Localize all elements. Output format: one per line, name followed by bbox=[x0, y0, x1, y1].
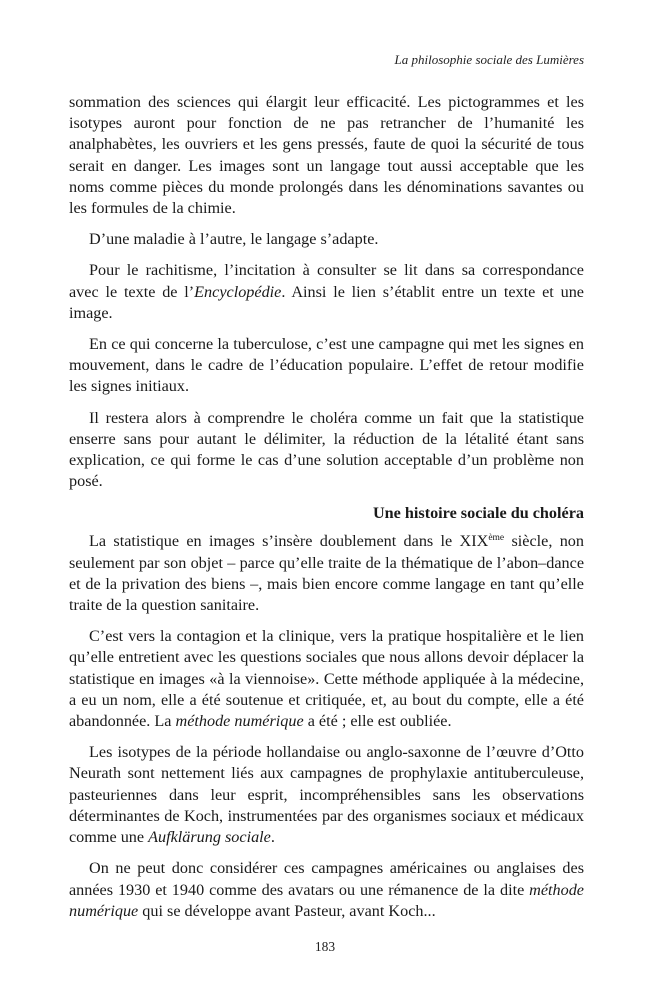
paragraph-7-text-b: a été ; elle est oubliée. bbox=[303, 712, 452, 731]
paragraph-6-text-b: siècle, non seulement par son objet – parce qu’elle traite de la thématique de l’abon–dance et de la privation des biens –, mais bien encore comme langage en tant qu’elle traite de la question sanitaire. bbox=[69, 532, 584, 615]
paragraph-6 bbox=[69, 531, 584, 616]
methode-numerique-italic: méthode numérique bbox=[175, 712, 304, 731]
page-body bbox=[69, 92, 584, 932]
aufklarung-italic: Aufklärung sociale bbox=[148, 828, 271, 847]
paragraph-7-text-a: C’est vers la contagion et la clinique, vers la pratique hospitalière et le lien qu’elle entretient avec les questions sociales que nous allons devoir déplacer la statistique en images «à la viennoise». Cette méthode appliquée à la médecine, a eu un nom, elle a été soutenue et critiquée, et, au bout du compte, elle a été abandonnée. La bbox=[69, 627, 584, 731]
paragraph-9-text-b: qui se développe avant Pasteur, avant Koch... bbox=[138, 901, 436, 920]
running-header: La philosophie sociale des Lumières bbox=[394, 52, 584, 67]
paragraph-5: Il restera alors à comprendre le choléra comme un fait que la statistique enserre sans pour autant le délimiter, la réduction de la létalité étant sans explication, ce qui forme le cas d’une solution acceptable d’un problème non posé. bbox=[69, 408, 584, 491]
paragraph-9-text-a: On ne peut donc considérer ces campagnes américaines ou anglaises des années 1930 et 1940 comme des avatars ou une rémanence de la dite bbox=[69, 859, 584, 899]
paragraph-1: sommation des sciences qui élargit leur efficacité. Les pictogrammes et les isotypes auront pour fonction de ne pas retrancher de l’humanité les analphabètes, les ouvriers et les gens pressés, faute de quoi la sécurité de tous serait en danger. Les images sont un langage tout aussi acceptable que les noms comme pièces du monde prolongés dans les dénominations savantes ou les formules de la chimie. bbox=[69, 93, 584, 218]
paragraph-8-text-a: Les isotypes de la période hollandaise ou anglo-saxonne de l’œuvre d’Otto Neurath sont nettement liés aux campagnes de prophylaxie antituberculeuse, pasteuriennes dans leur esprit, incompréhensibles sans les observations déterminantes de Koch, instrumentées par des organismes sociaux et médicaux comme une bbox=[69, 743, 584, 847]
methode-numerique-italic-2: méthode numérique bbox=[69, 880, 584, 920]
paragraph-9 bbox=[69, 858, 584, 922]
paragraph-4: En ce qui concerne la tuberculose, c’est une campagne qui met les signes en mouvement, dans le cadre de l’éducation populaire. L’effet de retour modifie les signes initiaux. bbox=[69, 335, 584, 396]
paragraph-3-text-a: Pour le rachitisme, l’incitation à consulter se lit dans sa correspondance avec le texte de l’ bbox=[69, 261, 584, 301]
paragraph-3-text-b: . Ainsi le lien s’établit entre un texte et une image. bbox=[69, 282, 584, 322]
page-number: 183 bbox=[314, 939, 336, 954]
paragraph-6-text-a: La statistique en images s’insère doublement dans le XIX bbox=[89, 532, 489, 551]
paragraph-3 bbox=[69, 260, 584, 324]
encyclopedie-italic: Encyclopédie bbox=[194, 282, 282, 301]
paragraph-8 bbox=[69, 742, 584, 848]
century-superscript: ème bbox=[488, 533, 505, 544]
section-heading: Une histoire sociale du choléra bbox=[372, 504, 584, 523]
paragraph-7 bbox=[69, 626, 584, 732]
paragraph-8-text-b: . bbox=[270, 828, 275, 847]
paragraph-2: D’une maladie à l’autre, le langage s’adapte. bbox=[89, 230, 379, 249]
